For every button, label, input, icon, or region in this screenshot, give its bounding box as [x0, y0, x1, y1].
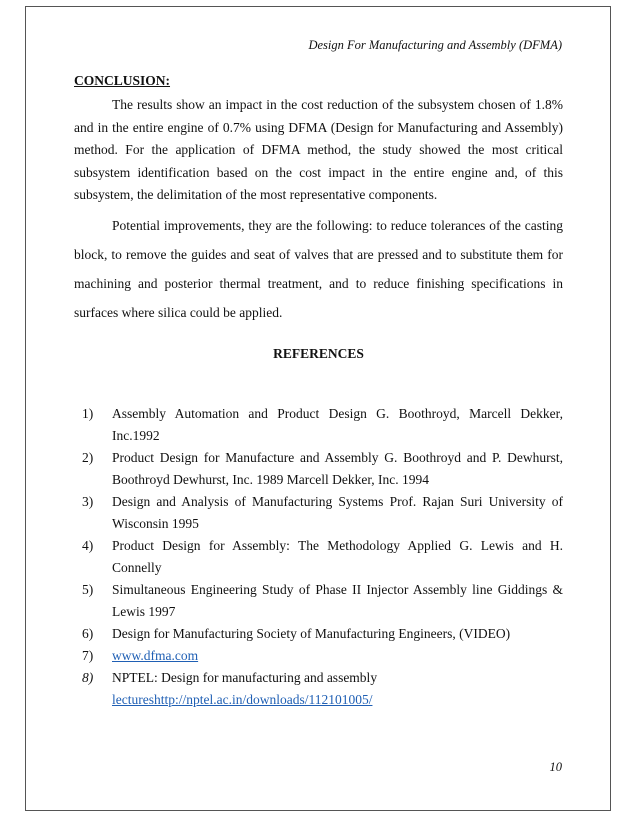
- reference-text: Design and Analysis of Manufacturing Systems Prof. Rajan Suri University of Wisconsin 1995: [112, 494, 563, 531]
- conclusion-paragraph-1: The results show an impact in the cost reduction of the subsystem chosen of 1.8% and in the entire engine of 0.7% using DFMA (Design for Manufacturing and Assembly) method. For the application of DFMA method, the study showed the most critical subsystem identification based on the cost impact in the entire engine and, of this subsystem, the delimitation of the most representative components.: [74, 97, 563, 202]
- references-list: [74, 403, 563, 711]
- conclusion-section: [74, 94, 563, 327]
- reference-item-7: [74, 645, 563, 667]
- reference-text: Simultaneous Engineering Study of Phase II Injector Assembly line Giddings & Lewis 1997: [112, 582, 563, 619]
- reference-item-5: [74, 579, 563, 623]
- page-number: 10: [549, 760, 562, 774]
- reference-item-3: [74, 491, 563, 535]
- reference-number: 7): [82, 648, 94, 663]
- reference-item-2: [74, 447, 563, 491]
- reference-text: Design for Manufacturing Society of Manufacturing Engineers, (VIDEO): [112, 626, 511, 641]
- reference-item-8: [74, 667, 563, 711]
- reference-item-4: [74, 535, 563, 579]
- reference-text: Product Design for Assembly: The Methodology Applied G. Lewis and H. Connelly: [112, 538, 563, 575]
- reference-number: 2): [82, 450, 94, 465]
- conclusion-heading: CONCLUSION:: [74, 73, 171, 88]
- reference-text: Product Design for Manufacture and Assembly G. Boothroyd and P. Dewhurst, Boothroyd Dewhurst, Inc. 1989 Marcell Dekker, Inc. 1994: [112, 450, 563, 487]
- reference-item-1: [74, 403, 563, 447]
- reference-item-6: [74, 623, 563, 645]
- reference-link-dfma[interactable]: www.dfma.com: [112, 648, 199, 663]
- references-heading: REFERENCES: [273, 346, 364, 361]
- reference-text: Assembly Automation and Product Design G. Boothroyd, Marcell Dekker, Inc.1992: [112, 406, 563, 443]
- reference-link-nptel[interactable]: lectureshttp://nptel.ac.in/downloads/112101005/: [112, 692, 373, 707]
- conclusion-paragraph-2: Potential improvements, they are the following: to reduce tolerances of the casting block, to remove the guides and seat of valves that are pressed and to substitute them for machining and posterior thermal treatment, and to reduce finishing specifications in surfaces where silica could be applied.: [74, 217, 563, 320]
- reference-number: 4): [82, 538, 94, 553]
- reference-number: 3): [82, 494, 94, 509]
- reference-number: 8): [82, 670, 94, 685]
- reference-text: NPTEL: Design for manufacturing and assembly: [112, 670, 378, 685]
- running-header: Design For Manufacturing and Assembly (DFMA): [308, 38, 562, 52]
- reference-number: 6): [82, 626, 94, 641]
- reference-number: 5): [82, 582, 94, 597]
- reference-number: 1): [82, 406, 94, 421]
